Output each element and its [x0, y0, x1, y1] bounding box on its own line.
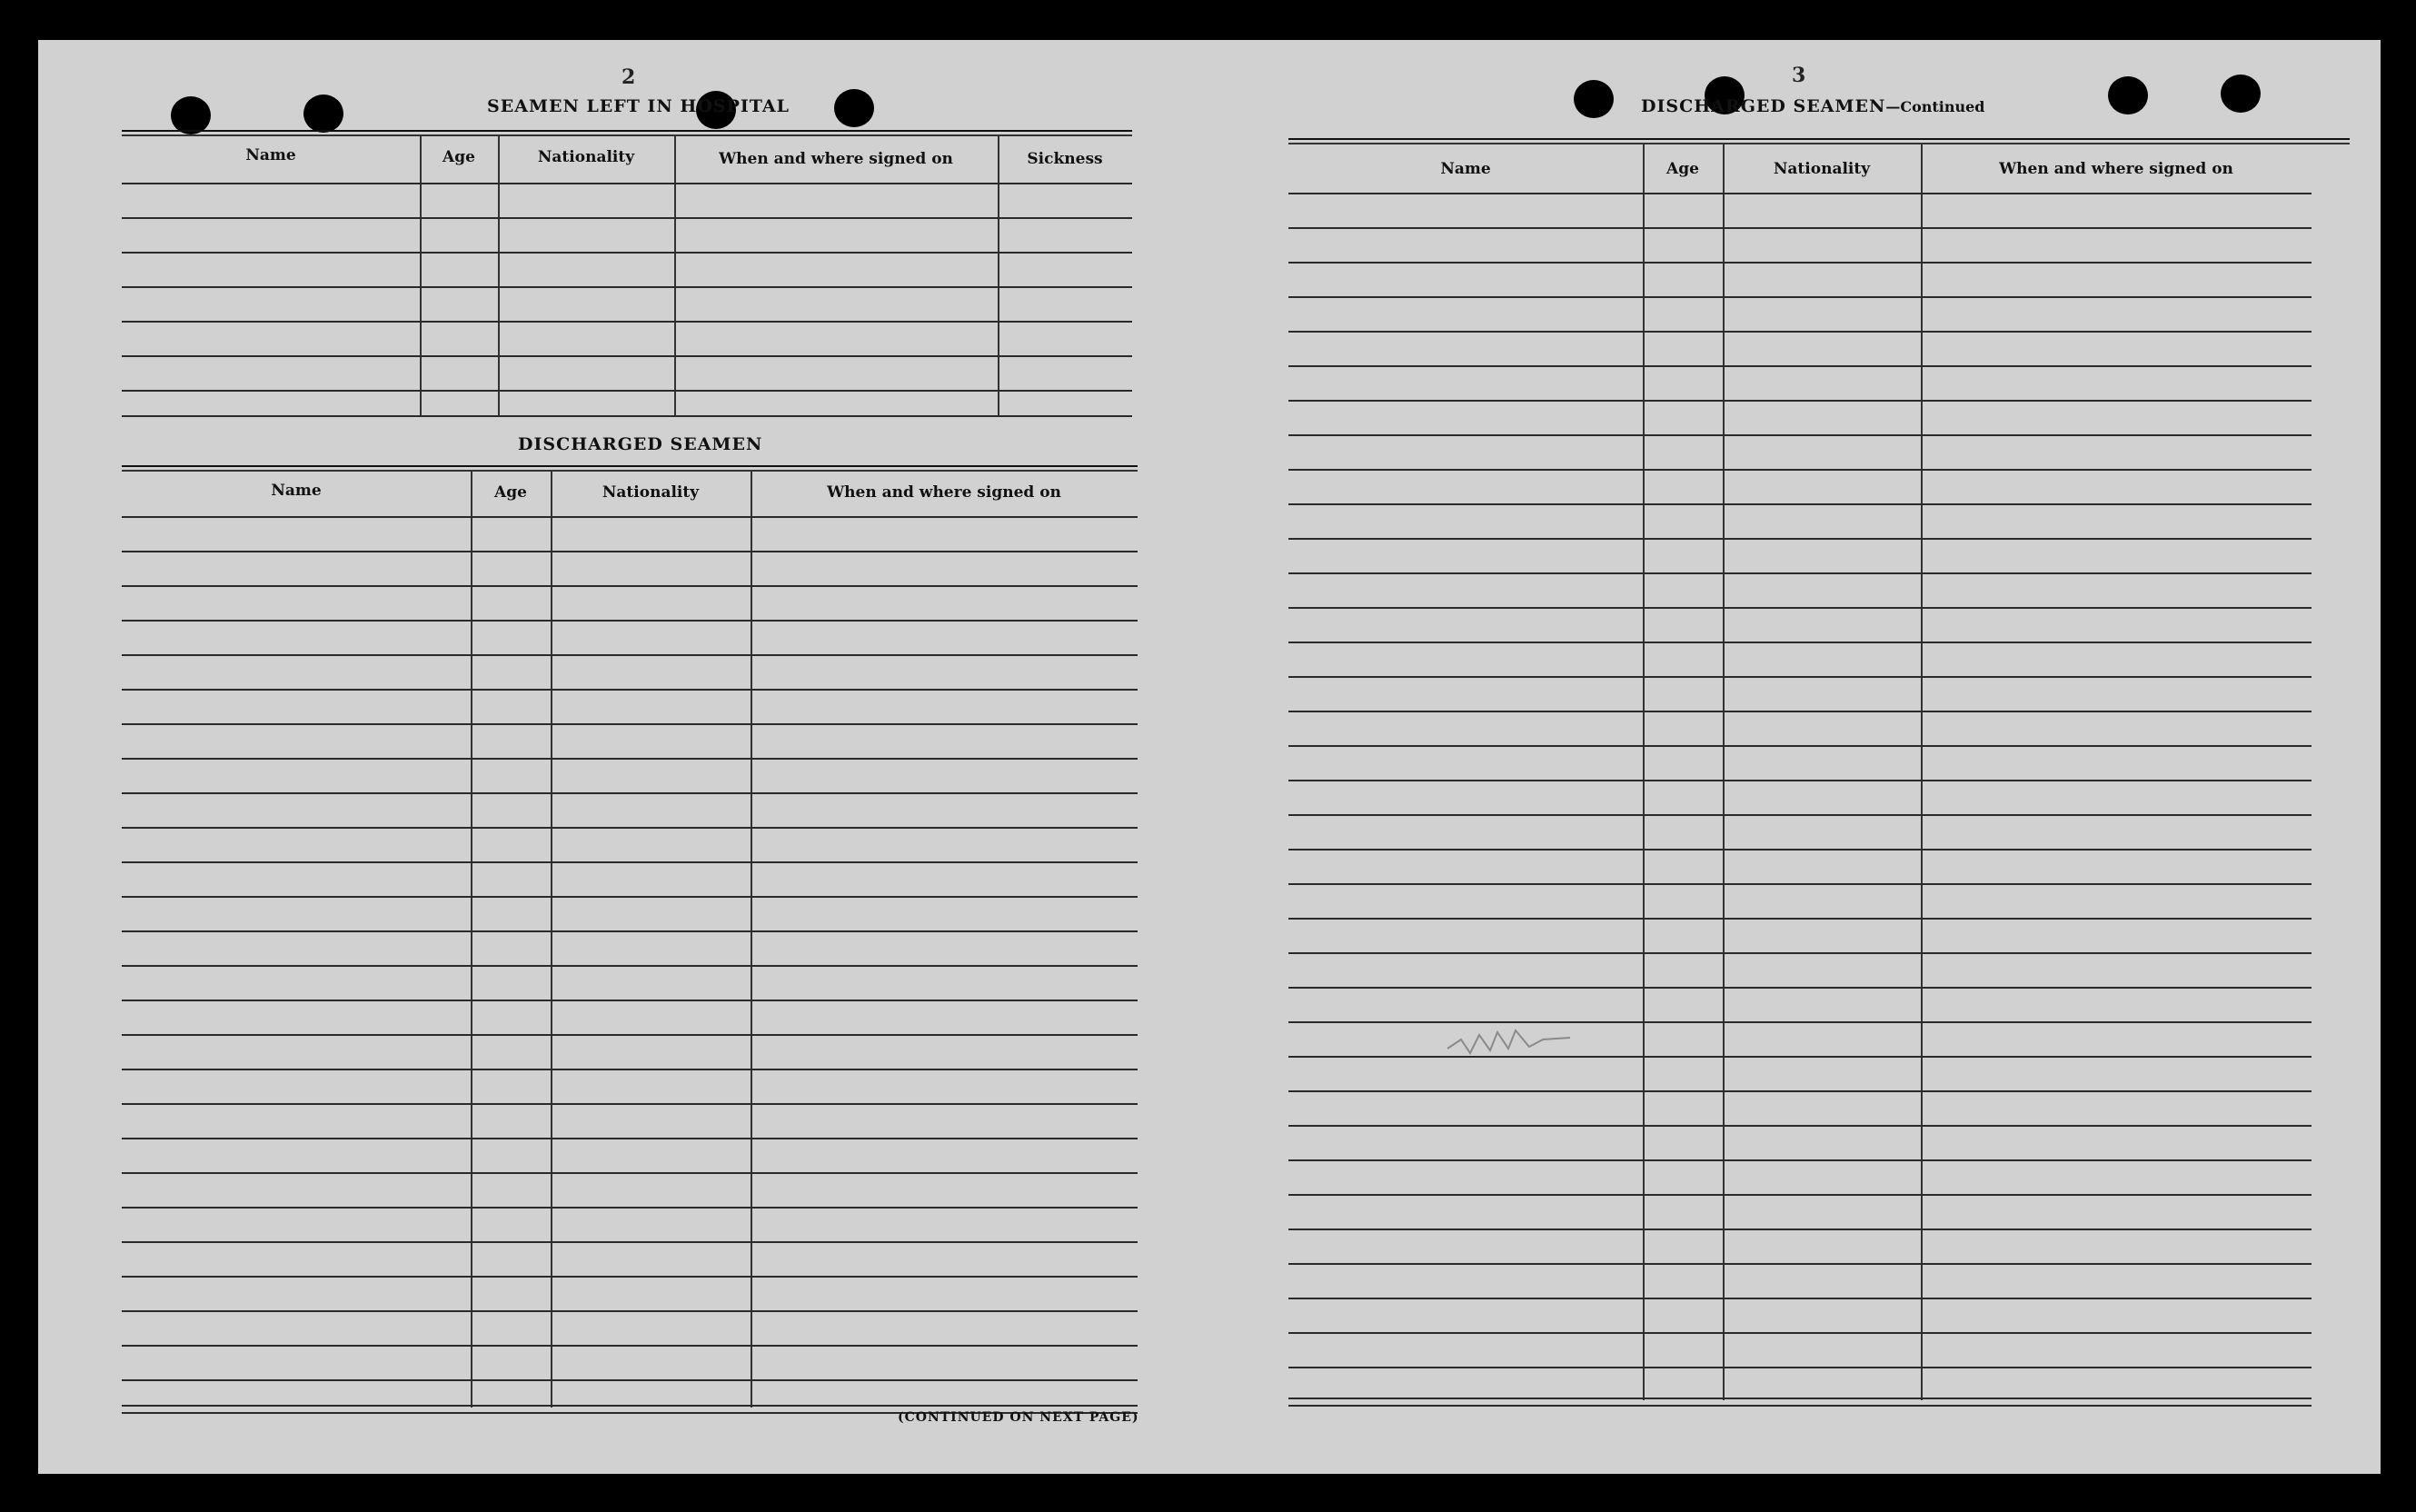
page-number-left: 2 [621, 65, 636, 89]
column-header: Age [1666, 160, 1699, 178]
column-header: Nationality [1773, 160, 1871, 178]
hospital-table [122, 130, 1132, 419]
column-header: Age [442, 148, 475, 166]
column-header: Nationality [537, 148, 635, 166]
column-header: Sickness [1027, 150, 1103, 168]
punch-hole [303, 94, 343, 133]
column-header: Name [245, 146, 296, 164]
continued-note: (CONTINUED ON NEXT PAGE) [898, 1410, 1139, 1425]
column-header: When and where signed on [1999, 160, 2233, 178]
punch-hole [1574, 80, 1614, 118]
continued-suffix: —Continued [1885, 98, 1985, 115]
punch-hole [2108, 76, 2148, 114]
column-header: When and where signed on [719, 150, 953, 168]
discharged-section-title: DISCHARGED SEAMEN [518, 434, 763, 454]
discharged-table [122, 465, 1138, 1452]
bleed-through-mark [1443, 1012, 1579, 1067]
document-sheet [38, 40, 2381, 1474]
punch-hole [2221, 75, 2261, 113]
punch-hole [834, 89, 874, 127]
column-header: Nationality [602, 483, 700, 502]
column-header: Age [494, 483, 527, 502]
discharged-continued-title-text: DISCHARGED SEAMEN [1641, 96, 1886, 116]
punch-hole [171, 96, 211, 134]
page-number-right: 3 [1792, 64, 1806, 87]
column-header: Name [1440, 160, 1491, 178]
discharged-continued-title [1641, 96, 1984, 116]
column-header: When and where signed on [827, 483, 1061, 502]
discharged-continued-table [1288, 138, 2350, 1443]
hospital-section-title: SEAMEN LEFT IN HOSPITAL [487, 96, 790, 116]
column-header: Name [271, 482, 322, 500]
